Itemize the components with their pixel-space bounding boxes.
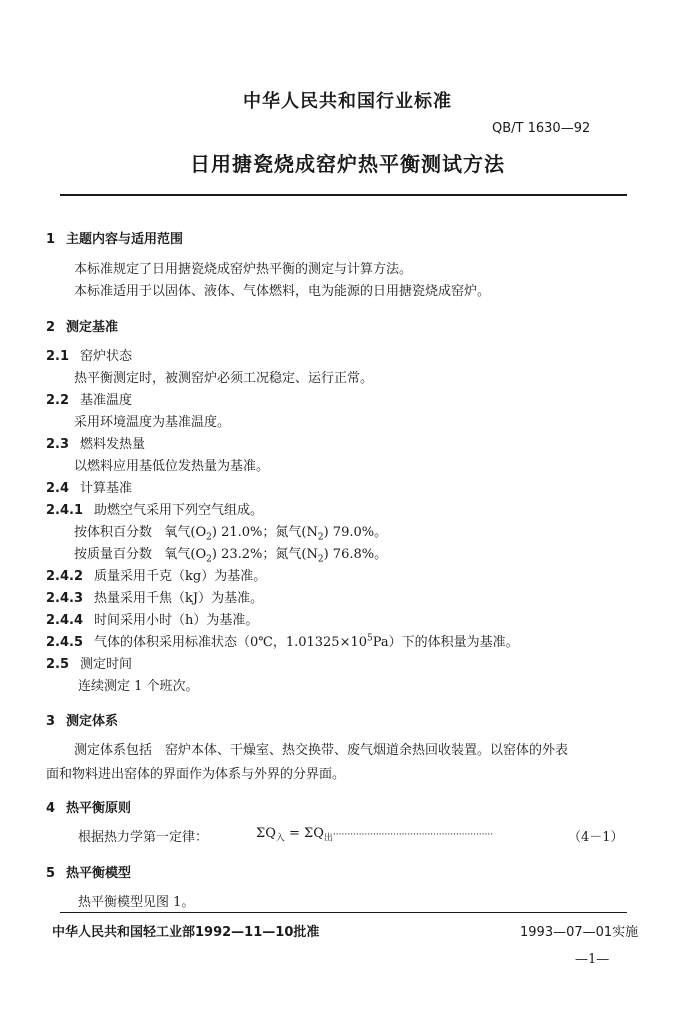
- section-2-3-heading: [46, 433, 145, 452]
- section-1-heading: [46, 228, 183, 247]
- section-2-4-5-text: 气体的体积采用标准状态（0℃，1.01325×10: [94, 635, 368, 650]
- section-2-3-title: 燃料发热量: [80, 437, 146, 452]
- formula-q-in: ΣQ: [256, 826, 276, 841]
- section-2-1-number: 2.1: [46, 349, 70, 364]
- section-3-line-2: 面和物料进出窑体的界面作为体系与外界的分界面。: [46, 767, 346, 782]
- section-1-paragraph-2: 本标准适用于以固体、液体、气体燃料，电为能源的日用搪瓷烧成窑炉。: [74, 284, 491, 299]
- mass-o2-value: ) 23.2%；: [211, 547, 276, 562]
- section-5-text: 热平衡模型见图 1。: [78, 895, 195, 910]
- formula-in-subscript: 入: [275, 833, 285, 844]
- mass-label: 按质量百分数: [74, 547, 153, 562]
- section-1-paragraph-1: 本标准规定了日用搪瓷烧成窑炉热平衡的测定与计算方法。: [74, 262, 413, 277]
- title-divider: [60, 194, 627, 196]
- section-3-heading: [46, 710, 118, 729]
- section-2-heading: [46, 316, 118, 335]
- volume-n2-label: 氮气(N: [275, 525, 318, 540]
- section-2-4-1-text: 助燃空气采用下列空气组成。: [94, 503, 264, 518]
- section-2-4-4-number: 2.4.4: [46, 613, 84, 628]
- section-2-4-4-text: 时间采用小时（h）为基准。: [94, 613, 259, 628]
- approval-line: 中华人民共和国轻工业部1992—11—10批准: [52, 925, 320, 940]
- volume-label: 按体积百分数: [74, 525, 153, 540]
- section-2-5-title: 测定时间: [80, 657, 133, 672]
- section-4-label: 根据热力学第一定律：: [78, 830, 209, 845]
- section-2-2-text: 采用环境温度为基准温度。: [74, 415, 231, 430]
- footer-divider: [60, 912, 627, 913]
- page-number: —1—: [575, 952, 610, 967]
- section-5-title: 热平衡模型: [66, 866, 132, 881]
- volume-o2-label: 氧气(O: [164, 525, 207, 540]
- section-2-4-3-text: 热量采用千焦（kJ）为基准。: [94, 591, 264, 606]
- standard-code: QB/T 1630—92: [492, 121, 591, 136]
- section-2-4-3-number: 2.4.3: [46, 591, 84, 606]
- formula-leader-dots: ························································: [332, 830, 494, 840]
- section-4-heading: [46, 797, 131, 816]
- section-2-2-number: 2.2: [46, 393, 70, 408]
- section-2-3-text: 以燃料应用基低位发热量为基准。: [74, 459, 270, 474]
- air-composition-volume: [74, 521, 387, 543]
- mass-n2-label: 氮气(N: [275, 547, 318, 562]
- equation-number: （4－1）: [566, 826, 624, 845]
- section-3-title: 测定体系: [66, 714, 119, 729]
- volume-n2-value: ) 79.0%。: [323, 525, 388, 540]
- section-4-number: 4: [46, 801, 56, 816]
- section-2-5-heading: [46, 653, 132, 672]
- section-2-number: 2: [46, 320, 56, 335]
- section-2-4-title: 计算基准: [80, 481, 133, 496]
- section-5-heading: [46, 862, 131, 881]
- section-4-title: 热平衡原则: [66, 801, 132, 816]
- section-1-number: 1: [46, 232, 56, 247]
- section-2-1-heading: [46, 345, 132, 364]
- org-title: 中华人民共和国行业标准: [243, 91, 452, 112]
- section-2-4-2-number: 2.4.2: [46, 569, 84, 584]
- section-2-2-title: 基准温度: [80, 393, 133, 408]
- section-2-title: 测定基准: [66, 320, 119, 335]
- section-1-title: 主题内容与适用范围: [66, 232, 184, 247]
- air-composition-mass: [74, 543, 387, 565]
- section-2-5-text: 连续测定 1 个班次。: [78, 679, 199, 694]
- section-3-line-1: 测定体系包括 窑炉本体、干燥室、热交换带、废气烟道余热回收装置。以窑体的外表: [74, 743, 569, 758]
- effective-date: 1993—07—01实施: [520, 925, 639, 940]
- document-title: 日用搪瓷烧成窑炉热平衡测试方法: [190, 152, 505, 176]
- section-2-1-title: 窑炉状态: [80, 349, 133, 364]
- formula-out-subscript: 出: [323, 833, 333, 844]
- section-2-4-2-text: 质量采用千克（kg）为基准。: [94, 569, 267, 584]
- section-2-4-5-line: [46, 631, 519, 650]
- section-2-2-heading: [46, 389, 132, 408]
- section-2-4-5-superscript: 5: [367, 633, 373, 644]
- section-3-number: 3: [46, 714, 56, 729]
- mass-n2-subscript: 2: [317, 554, 324, 565]
- section-2-4-4-line: [46, 609, 258, 628]
- section-2-4-2-line: [46, 565, 266, 584]
- mass-o2-subscript: 2: [206, 554, 212, 565]
- section-2-4-heading: [46, 477, 132, 496]
- section-2-4-1-line: [46, 499, 263, 518]
- mass-n2-value: ) 76.8%。: [323, 547, 388, 562]
- section-2-5-number: 2.5: [46, 657, 70, 672]
- section-2-4-5-text-end: Pa）下的体积量为基准。: [372, 635, 519, 650]
- section-2-4-3-line: [46, 587, 263, 606]
- volume-n2-subscript: 2: [317, 532, 324, 543]
- section-2-1-text: 热平衡测定时，被测窑炉必须工况稳定、运行正常。: [74, 371, 374, 386]
- formula-equals-q-out: = ΣQ: [284, 826, 324, 841]
- section-5-number: 5: [46, 866, 56, 881]
- section-2-4-1-number: 2.4.1: [46, 503, 84, 518]
- section-2-4-number: 2.4: [46, 481, 70, 496]
- volume-o2-subscript: 2: [206, 532, 212, 543]
- mass-o2-label: 氧气(O: [164, 547, 207, 562]
- section-2-4-5-number: 2.4.5: [46, 635, 84, 650]
- volume-o2-value: ) 21.0%；: [211, 525, 276, 540]
- section-2-3-number: 2.3: [46, 437, 70, 452]
